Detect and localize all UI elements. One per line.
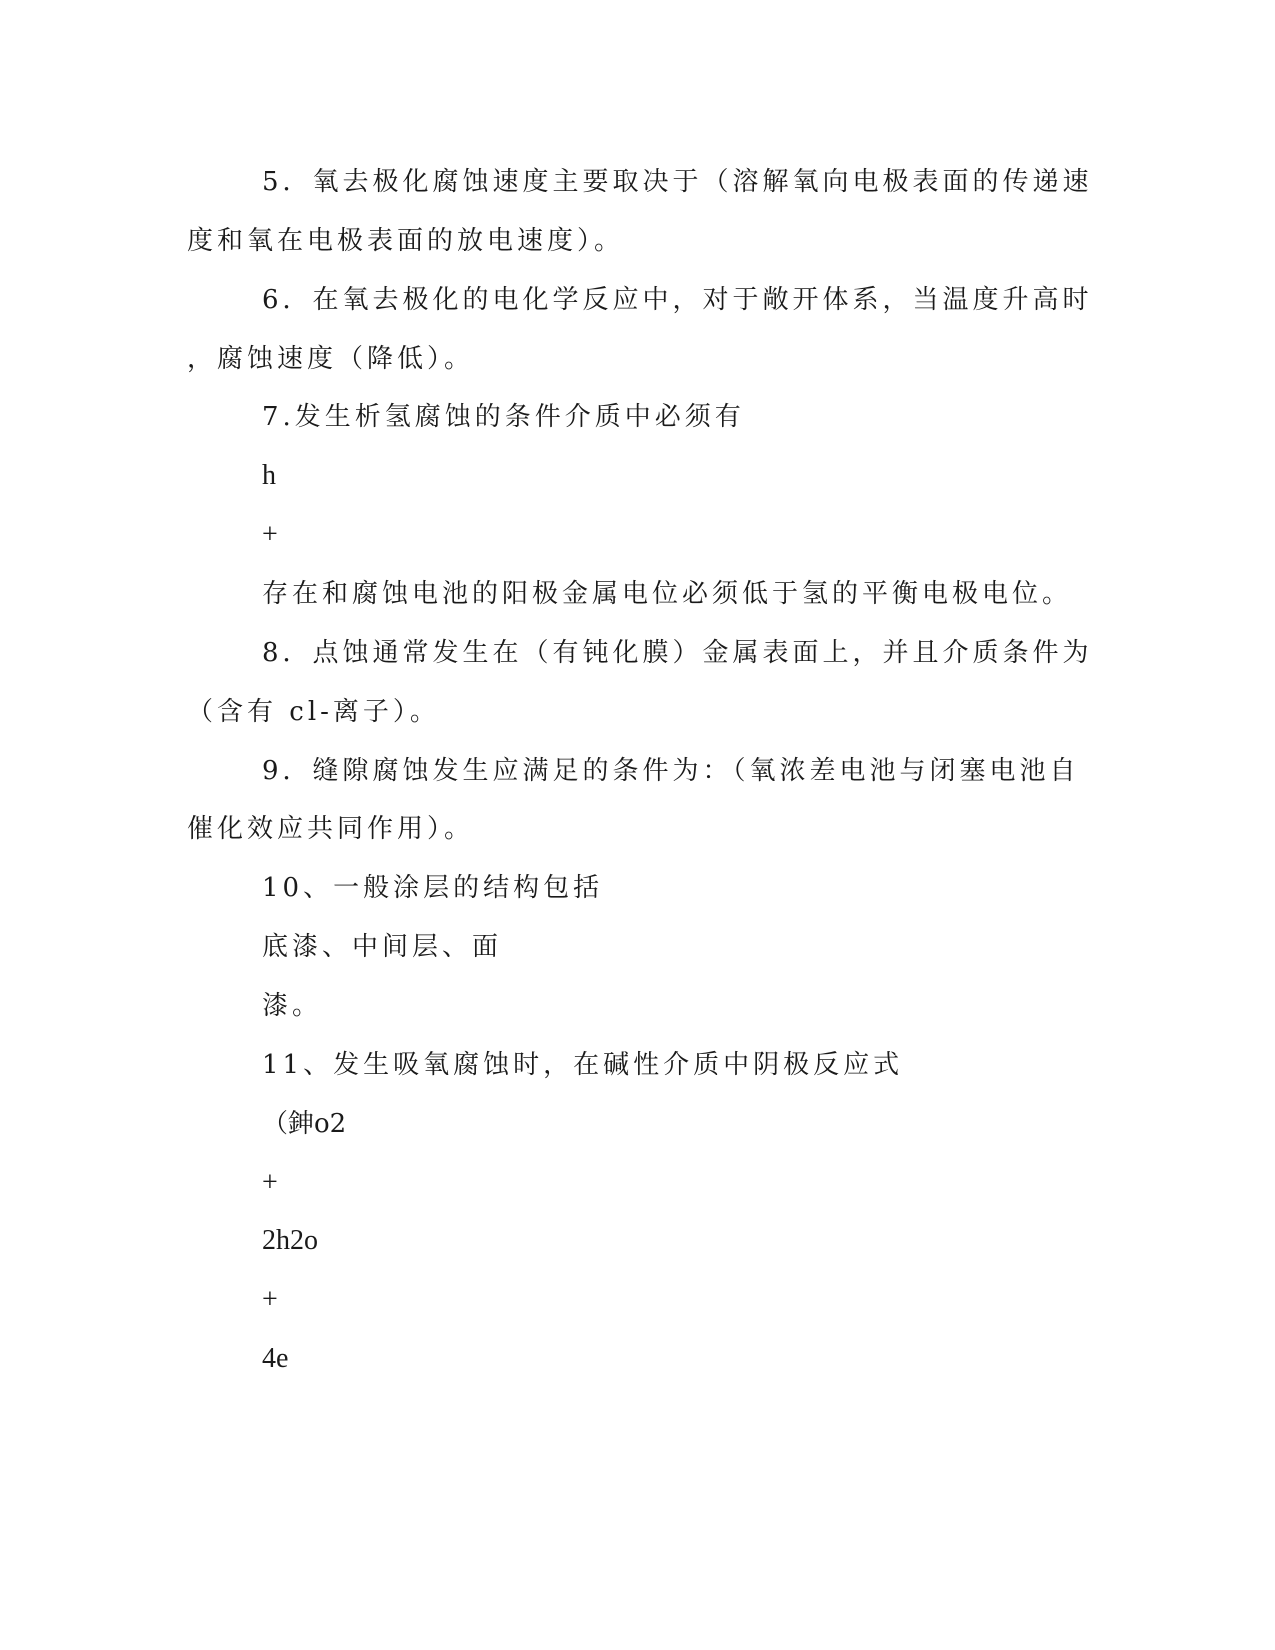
text-line-q6-part1: 6．在氧去极化的电化学反应中，对于敞开体系，当温度升高时 (262, 285, 1093, 315)
text-line-q6-part2: ，腐蚀速度（降低）。 (187, 344, 475, 374)
text-line-q7-h: h (262, 460, 276, 491)
text-line-q8-part2: （含有 cl-离子）。 (187, 697, 440, 727)
text-line-q11-plus2: + (262, 1284, 278, 1315)
text-line-q11-part1: 11、发生吸氧腐蚀时，在碱性介质中阴极反应式 (262, 1050, 904, 1080)
text-line-q7-part2: 存在和腐蚀电池的阳极金属电位必须低于氢的平衡电极电位。 (262, 579, 1073, 609)
text-line-q11-h2o: 2h2o (262, 1225, 318, 1256)
text-line-q7-part1: 7.发生析氢腐蚀的条件介质中必须有 (262, 402, 745, 432)
text-line-q5-part2: 度和氧在电极表面的放电速度）。 (187, 226, 625, 256)
text-line-q11-o2: （鉮o2 (262, 1109, 347, 1139)
text-line-q8-part1: 8．点蚀通常发生在（有钝化膜）金属表面上，并且介质条件为 (262, 638, 1093, 668)
text-line-q10-part1: 10、一般涂层的结构包括 (262, 873, 604, 903)
text-line-q9-part2: 催化效应共同作用）。 (187, 814, 475, 844)
text-line-q5-part1: 5．氧去极化腐蚀速度主要取决于（溶解氧向电极表面的传递速 (262, 167, 1093, 197)
text-line-q10-part2: 底漆、中间层、面 (262, 932, 503, 962)
text-line-q11-plus1: + (262, 1167, 278, 1198)
text-line-q7-plus: + (262, 519, 278, 550)
text-line-q10-part3: 漆。 (262, 991, 323, 1021)
text-line-q11-4e: 4e (262, 1343, 289, 1374)
text-line-q9-part1: 9．缝隙腐蚀发生应满足的条件为：（氧浓差电池与闭塞电池自 (262, 756, 1080, 786)
